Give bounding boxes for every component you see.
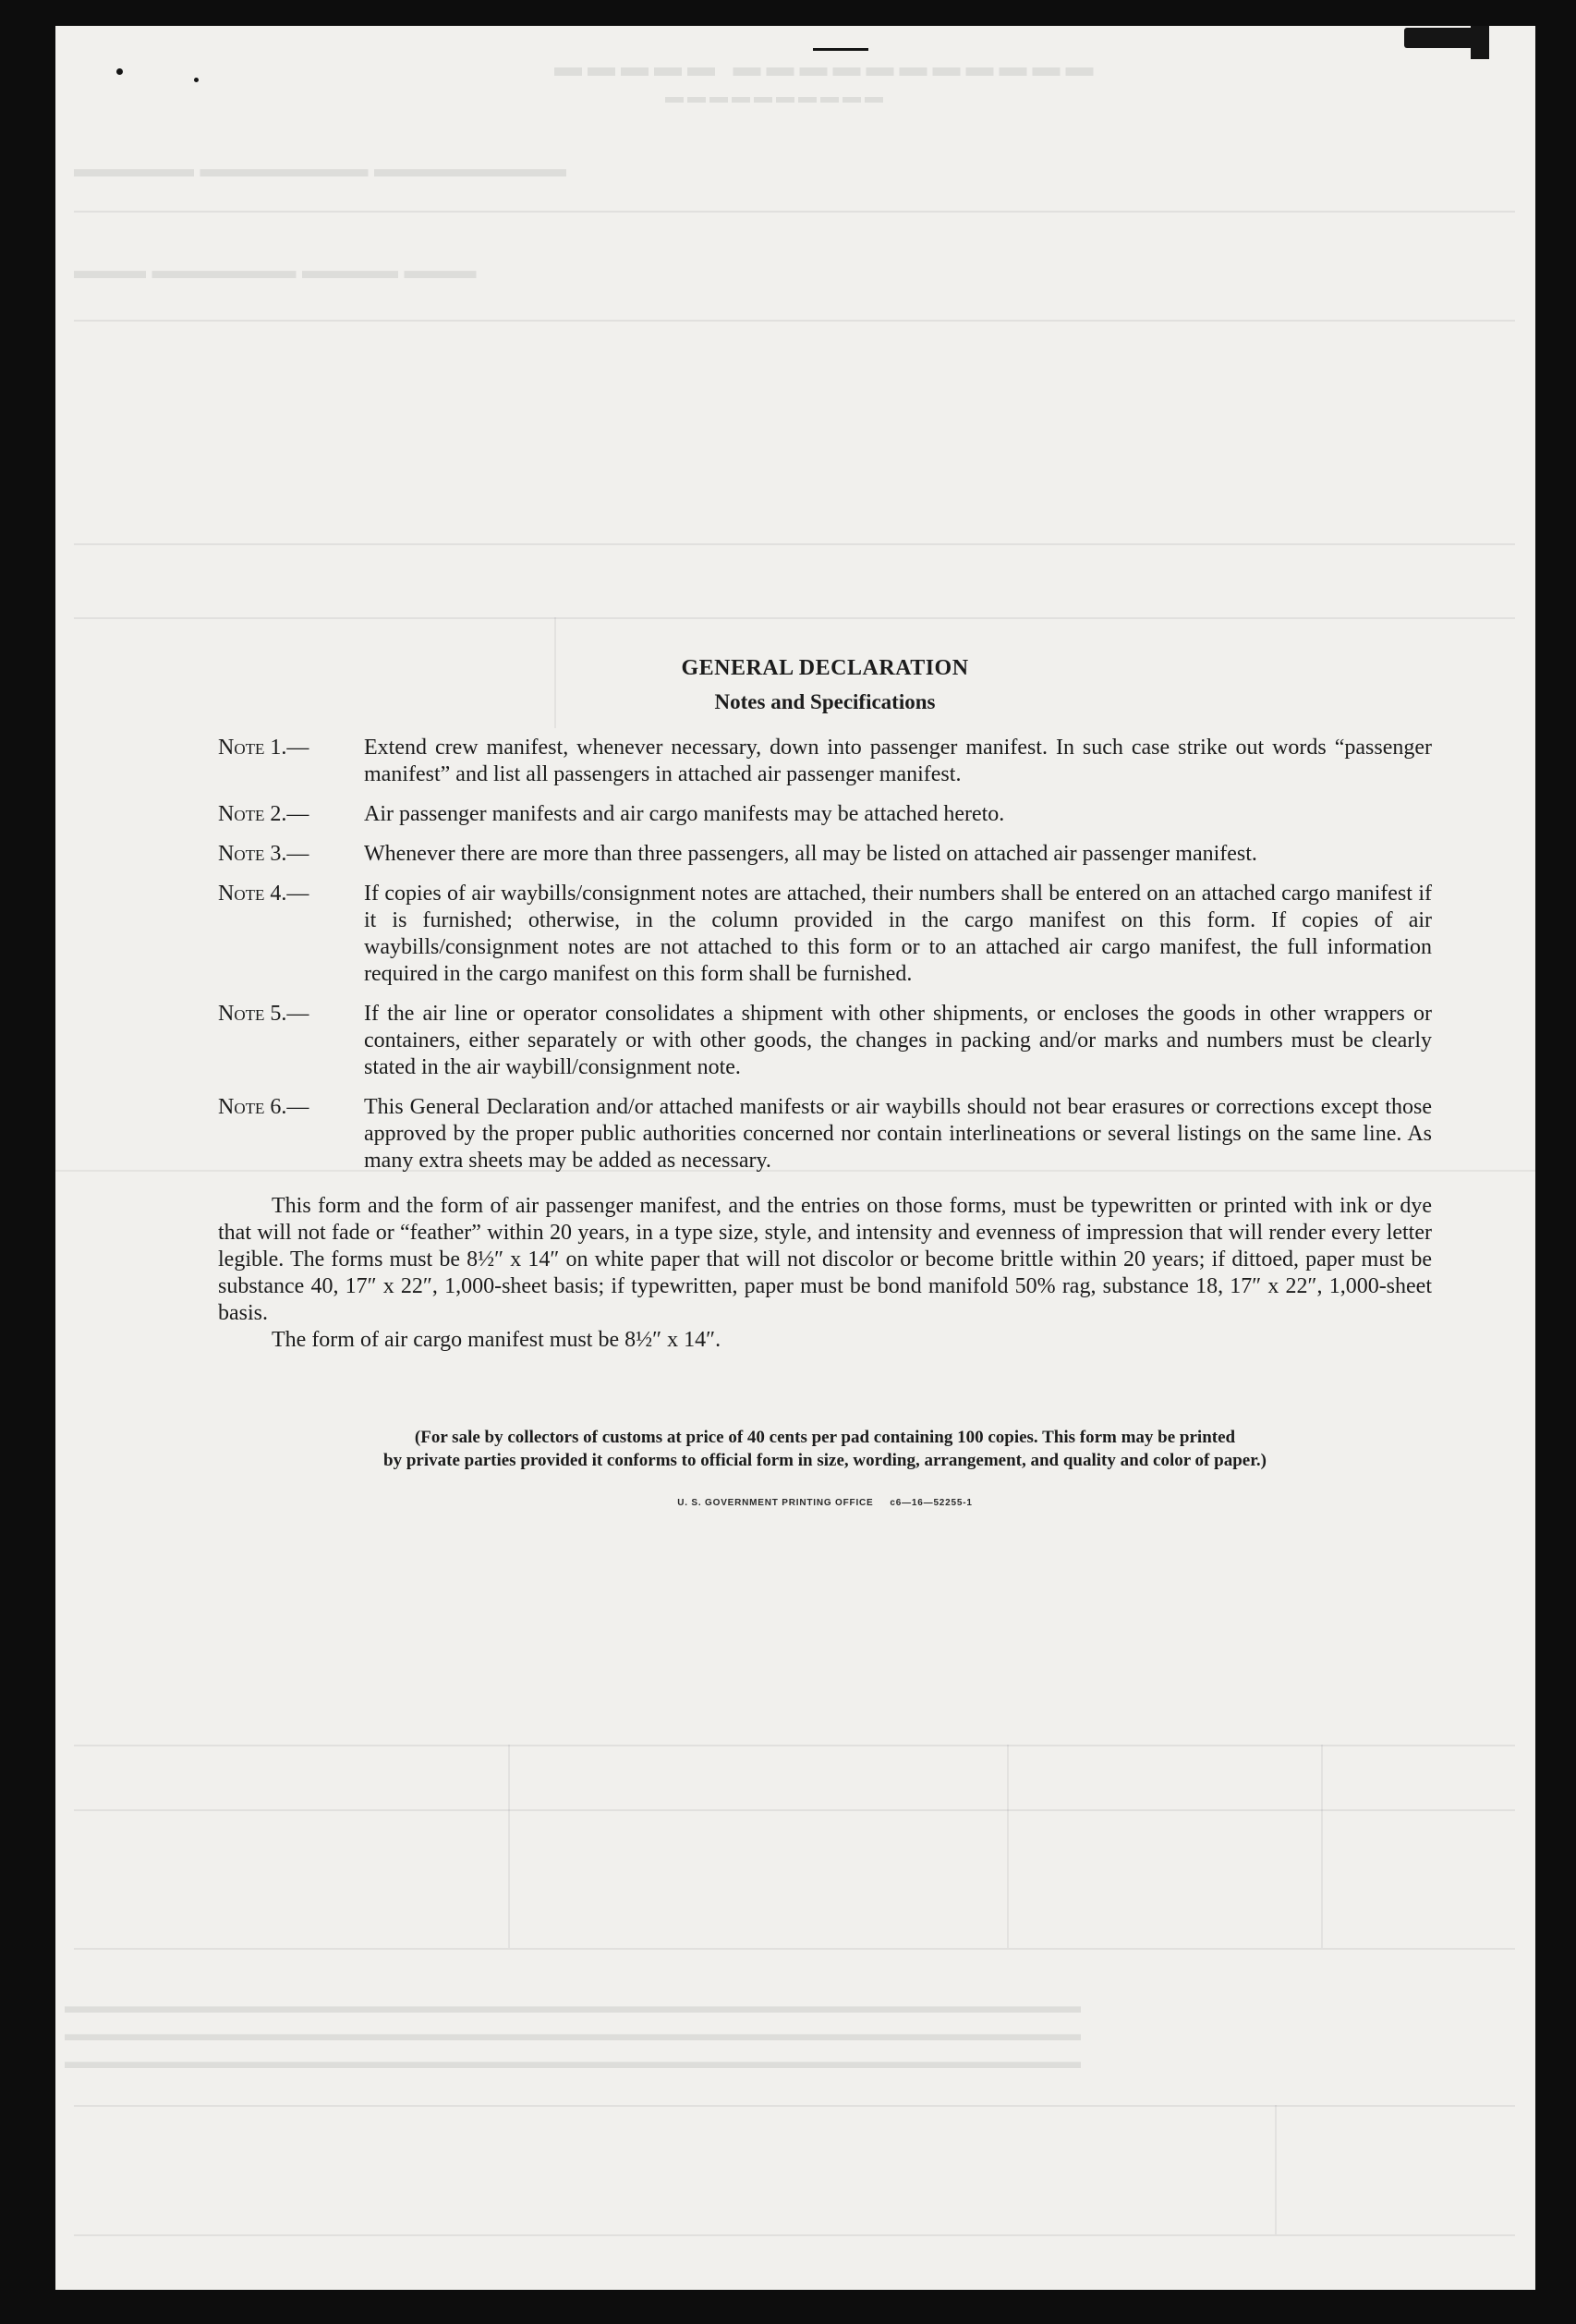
- bleed-through-text: ▬▬▬ ▬▬▬▬▬▬ ▬▬▬▬ ▬▬▬: [74, 257, 477, 284]
- note-label: Note 6.—: [218, 1095, 309, 1119]
- declaration-notes: [218, 630, 1432, 1508]
- note-text: Whenever there are more than three passengers, all may be listed on attached air passenger manifest.: [364, 842, 1257, 866]
- sale-notice-line: by private parties provided it conforms to official form in size, wording, arrangement, and quality and color of paper.): [383, 1451, 1267, 1470]
- note-4: [218, 881, 1432, 988]
- bleed-through-rule: [74, 1809, 1515, 1811]
- bleed-through-rule: [1321, 1745, 1323, 1948]
- note-label: Note 4.—: [218, 882, 309, 906]
- bleed-through-text: ▬▬▬▬▬▬▬▬▬▬▬▬▬▬▬▬▬▬▬▬▬▬▬▬▬▬▬▬▬▬▬▬▬▬▬▬▬▬▬▬▬▬▬▬▬▬▬▬▬▬: [65, 2022, 1081, 2045]
- note-text: Extend crew manifest, whenever necessary, down into passenger manifest. In such case strike out words “passenger manifest” and list all passengers in attached air passenger manifest.: [364, 736, 1432, 786]
- bleed-through-rule: [74, 617, 1515, 619]
- note-1: [218, 735, 1432, 788]
- bleed-through-rule: [74, 1948, 1515, 1950]
- bleed-through-rule: [74, 211, 1515, 213]
- sale-notice: [218, 1426, 1432, 1472]
- bleed-through-rule: [74, 2234, 1515, 2236]
- note-text: If the air line or operator consolidates a shipment with other shipments, or encloses the goods in other wrappers or containers, either separately or with other goods, the changes in packing and/or marks and numbers must be clearly stated in the air waybill/consignment note.: [364, 1002, 1432, 1079]
- note-label: Note 1.—: [218, 736, 309, 760]
- bleed-through-rule: [74, 2105, 1515, 2107]
- note-label: Note 2.—: [218, 802, 309, 826]
- scan-artifact: [194, 78, 199, 82]
- note-text: This General Declaration and/or attached manifests or air waybills should not bear erasures or corrections except those approved by the proper public authorities concerned nor contain interlineations or several listings on the same line. As many extra sheets may be added as necessary.: [364, 1095, 1432, 1173]
- note-label: Note 3.—: [218, 842, 309, 866]
- bleed-through-rule: [1007, 1745, 1009, 1948]
- bleed-through-rule: [74, 320, 1515, 322]
- note-text: Air passenger manifests and air cargo manifests may be attached hereto.: [364, 802, 1005, 826]
- bleed-through-subheading: ▬▬▬▬▬▬▬▬▬▬: [665, 87, 887, 107]
- scan-artifact: [813, 48, 868, 51]
- page-title: GENERAL DECLARATION: [681, 656, 969, 680]
- bleed-through-rule: [74, 543, 1515, 545]
- note-6: [218, 1094, 1432, 1174]
- specification-paragraph: This form and the form of air passenger manifest, and the entries on those forms, must be typewritten or printed with ink or dye that will not fade or “feather” within 20 years, in a type size, style, and intensity and evenness of impression that will render every letter legible. The forms must be 8½″ x 14″ on white paper that will not discolor or become brittle within 20 years; if dittoed, paper must be substance 40, 17″ x 22″, 1,000-sheet basis; if typewritten, paper must be bond manifold 50% rag, substance 18, 17″ x 22″, 1,000-sheet basis.: [218, 1194, 1432, 1325]
- note-3: [218, 841, 1432, 868]
- bleed-through-text: ▬▬▬▬▬ ▬▬▬▬▬▬▬ ▬▬▬▬▬▬▬▬: [74, 155, 566, 182]
- document-page: [55, 26, 1535, 2290]
- scan-artifact: [116, 68, 123, 75]
- sale-notice-line: (For sale by collectors of customs at price of 40 cents per pad containing 100 copies. This form may be printed: [414, 1428, 1236, 1447]
- page-subtitle: Notes and Specifications: [714, 690, 936, 713]
- bleed-through-rule: [508, 1745, 510, 1948]
- printer-imprint: U. S. GOVERNMENT PRINTING OFFICE c6—16—52255-1: [677, 1498, 973, 1508]
- note-label: Note 5.—: [218, 1002, 309, 1026]
- bleed-through-heading: ▬▬▬▬▬ ▬▬▬▬▬▬▬▬▬▬▬: [554, 52, 1099, 82]
- bleed-through-text: ▬▬▬▬▬▬▬▬▬▬▬▬▬▬▬▬▬▬▬▬▬▬▬▬▬▬▬▬▬▬▬▬▬▬▬▬▬▬▬▬▬▬▬▬▬▬▬▬▬▬: [65, 2050, 1081, 2073]
- note-text: If copies of air waybills/consignment notes are attached, their numbers shall be entered on an attached cargo manifest if it is furnished; otherwise, in the column provided in the cargo manifest on this form. If copies of air waybills/consignment notes are not attached to this form or to an attached air cargo manifest, the full information required in the cargo manifest on this form shall be furnished.: [364, 882, 1432, 986]
- bleed-through-text: ▬▬▬▬▬▬▬▬▬▬▬▬▬▬▬▬▬▬▬▬▬▬▬▬▬▬▬▬▬▬▬▬▬▬▬▬▬▬▬▬▬▬▬▬▬▬▬▬▬▬: [65, 1994, 1081, 2017]
- cargo-manifest-size: The form of air cargo manifest must be 8½″ x 14″.: [272, 1328, 721, 1352]
- scan-artifact: [1471, 26, 1489, 59]
- bleed-through-rule: [74, 1745, 1515, 1746]
- note-5: [218, 1001, 1432, 1081]
- bleed-through-rule: [1275, 2105, 1277, 2234]
- note-2: [218, 801, 1432, 828]
